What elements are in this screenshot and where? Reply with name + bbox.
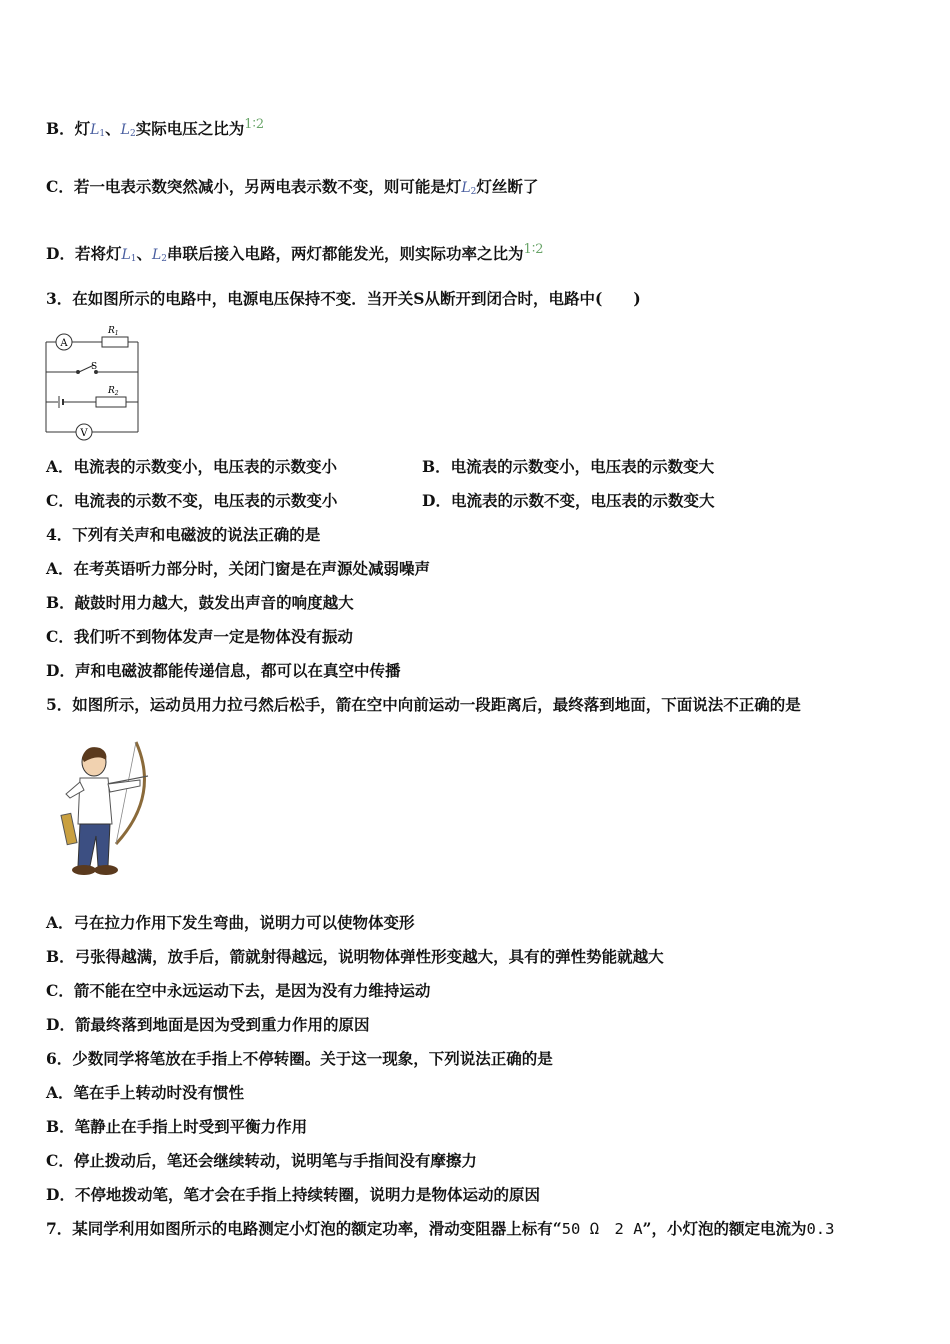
q4-option-c: C．我们听不到物体发声一定是物体没有振动 (46, 627, 353, 646)
archer-illustration (56, 736, 156, 882)
q2-option-b: B．灯$L_1$、$L_2$实际电压之比为$^{1∶2}$ (46, 117, 265, 139)
q4-stem: 4．下列有关声和电磁波的说法正确的是 (46, 525, 321, 544)
q6-stem: 6．少数同学将笔放在手指上不停转圈。关于这一现象，下列说法正确的是 (46, 1049, 553, 1068)
q6-option-d: D．不停地拨动笔，笔才会在手指上持续转圈，说明力是物体运动的原因 (46, 1185, 540, 1204)
rheostat-rating: 50 Ω 2 A (561, 1220, 643, 1238)
q5-option-d: D．箭最终落到地面是因为受到重力作用的原因 (46, 1015, 370, 1034)
q4-option-d: D．声和电磁波都能传递信息，都可以在真空中传播 (46, 661, 401, 680)
symbol-l1: $L_1$ (121, 247, 137, 264)
resistor-r2 (96, 397, 126, 407)
ammeter-label: A (60, 338, 68, 349)
symbol-l2: $L_2$ (461, 180, 477, 197)
rated-current: 0.3 (806, 1220, 835, 1238)
q3-stem: 3．在如图所示的电路中，电源电压保持不变．当开关S从断开到闭合时，电路中( ) (46, 289, 641, 308)
symbol-l2: $L_2$ (120, 122, 136, 139)
resistor-r1 (102, 337, 128, 347)
q5-option-a: A．弓在拉力作用下发生弯曲，说明力可以使物体变形 (46, 913, 415, 932)
q3-option-d: D．电流表的示数不变，电压表的示数变大 (422, 491, 715, 510)
symbol-l2: $L_2$ (152, 247, 168, 264)
q6-option-b: B．笔静止在手指上时受到平衡力作用 (46, 1117, 308, 1136)
q3-options-row-1 (46, 456, 715, 478)
ratio-value: 1∶2 (523, 242, 544, 257)
q7-stem: 7．某同学利用如图所示的电路测定小灯泡的额定功率，滑动变阻器上标有“50 Ω 2 A”，小灯泡的额定电流为0.3 (46, 1219, 835, 1238)
q4-option-a: A．在考英语听力部分时，关闭门窗是在声源处减弱噪声 (46, 559, 431, 578)
q2-option-c: C．若一电表示数突然减小，另两电表示数不变，则可能是灯$L_2$灯丝断了 (46, 177, 539, 197)
q3-option-b: B．电流表的示数变小，电压表的示数变大 (422, 457, 715, 476)
q3-circuit-diagram (40, 322, 150, 444)
q5-option-c: C．箭不能在空中永远运动下去，是因为没有力维持运动 (46, 981, 431, 1000)
voltmeter-label: V (80, 428, 88, 439)
q6-option-c: C．停止拨动后，笔还会继续转动，说明笔与手指间没有摩擦力 (46, 1151, 477, 1170)
q3-option-c: C．电流表的示数不变，电压表的示数变小 (46, 491, 338, 510)
r1-label: $R_1$ (108, 326, 119, 337)
q3-options-row-2 (46, 490, 715, 512)
q4-option-b: B．敲鼓时用力越大，鼓发出声音的响度越大 (46, 593, 354, 612)
symbol-l1: $L_1$ (90, 122, 106, 139)
q5-option-b: B．弓张得越满，放手后，箭就射得越远，说明物体弹性形变越大，具有的弹性势能就越大 (46, 947, 664, 966)
switch-label: S (91, 362, 98, 372)
q3-option-a: A．电流表的示数变小，电压表的示数变小 (46, 457, 338, 476)
q5-stem: 5．如图所示，运动员用力拉弓然后松手，箭在空中向前运动一段距离后，最终落到地面，下面说法不正确的是 (46, 695, 801, 714)
ratio-value: 1∶2 (244, 117, 265, 132)
r2-label: $R_2$ (108, 386, 119, 397)
q6-option-a: A．笔在手上转动时没有惯性 (46, 1083, 245, 1102)
q2-option-d: D．若将灯$L_1$、$L_2$串联后接入电路，两灯都能发光，则实际功率之比为$^{1∶2}$ (46, 242, 544, 264)
